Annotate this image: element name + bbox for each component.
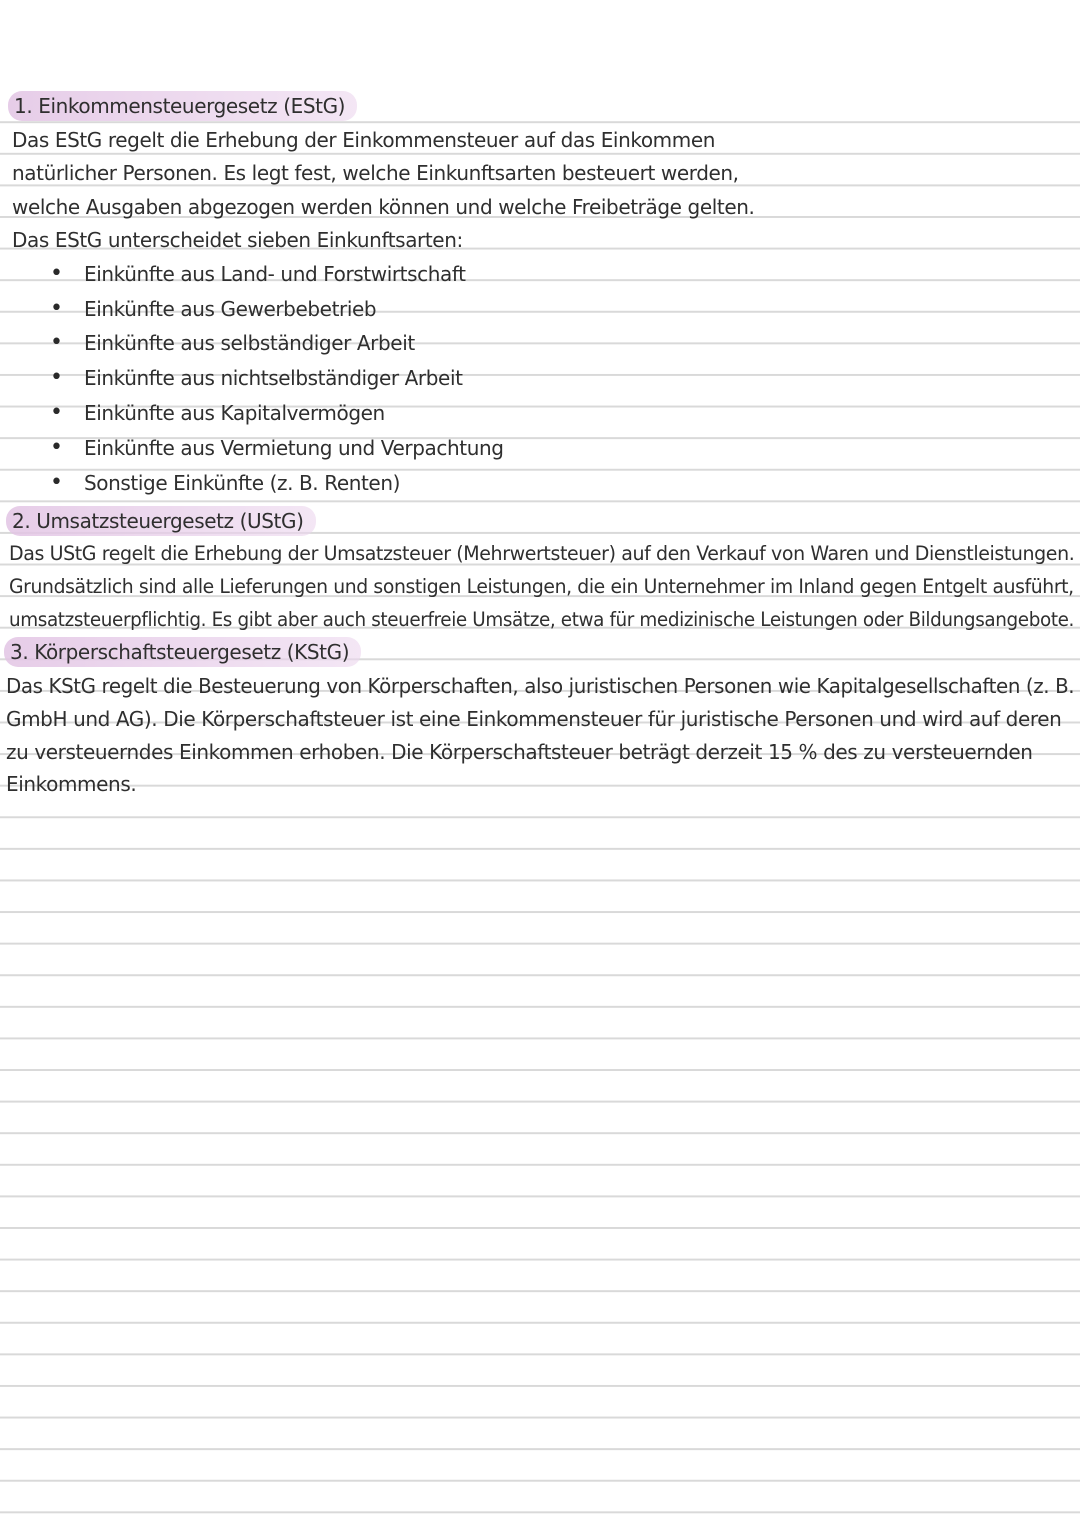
bullet-dot-icon: • (50, 365, 63, 390)
list-item: Einkünfte aus Vermietung und Verpachtung (84, 436, 504, 460)
section-heading-kstg: 3. Körperschaftsteuergesetz (KStG) (4, 637, 361, 667)
paragraph-line: welche Ausgaben abgezogen werden können und welche Freibeträge gelten. (12, 195, 755, 219)
section-heading-estg: 1. Einkommensteuergesetz (EStG) (8, 91, 357, 121)
bullet-dot-icon: • (50, 261, 63, 286)
bullet-dot-icon: • (50, 435, 63, 460)
bullet-dot-icon: • (50, 330, 63, 355)
paragraph-line: Das EStG regelt die Erhebung der Einkommensteuer auf das Einkommen (12, 128, 716, 152)
paragraph-line: Das UStG regelt die Erhebung der Umsatzsteuer (Mehrwertsteuer) auf den Verkauf von Waren und Dienstleistungen. (9, 542, 1075, 565)
bullet-dot-icon: • (50, 470, 63, 495)
paragraph-line: Einkommens. (6, 772, 137, 796)
paragraph-line: GmbH und AG). Die Körperschaftsteuer ist eine Einkommensteuer für juristische Personen und wird auf deren (6, 707, 1062, 731)
paragraph-line: umsatzsteuerpflichtig. Es gibt aber auch steuerfreie Umsätze, etwa für medizinische Leistungen oder Bildungsangebote. (9, 608, 1074, 631)
page-top-margin (0, 0, 1080, 92)
bullet-dot-icon: • (50, 296, 63, 321)
list-item: Einkünfte aus nichtselbständiger Arbeit (84, 366, 463, 390)
list-item: Einkünfte aus Gewerbebetrieb (84, 297, 377, 321)
paragraph-line: natürlicher Personen. Es legt fest, welche Einkunftsarten besteuert werden, (12, 161, 739, 185)
list-item: Einkünfte aus Kapitalvermögen (84, 401, 385, 425)
bullet-dot-icon: • (50, 400, 63, 425)
paragraph-line: Das KStG regelt die Besteuerung von Körperschaften, also juristischen Personen wie Kapitalgesellschaften (z. B. (6, 674, 1075, 698)
list-item: Einkünfte aus selbständiger Arbeit (84, 331, 415, 355)
paragraph-line: zu versteuerndes Einkommen erhoben. Die Körperschaftsteuer beträgt derzeit 15 % des zu versteuernden (6, 740, 1033, 764)
list-item: Einkünfte aus Land- und Forstwirtschaft (84, 262, 466, 286)
section-heading-ustg: 2. Umsatzsteuergesetz (UStG) (6, 506, 316, 536)
paragraph-line: Das EStG unterscheidet sieben Einkunftsarten: (12, 228, 463, 252)
list-item: Sonstige Einkünfte (z. B. Renten) (84, 471, 401, 495)
paragraph-line: Grundsätzlich sind alle Lieferungen und sonstigen Leistungen, die ein Unternehmer im Inland gegen Entgelt ausführt, (9, 575, 1074, 598)
